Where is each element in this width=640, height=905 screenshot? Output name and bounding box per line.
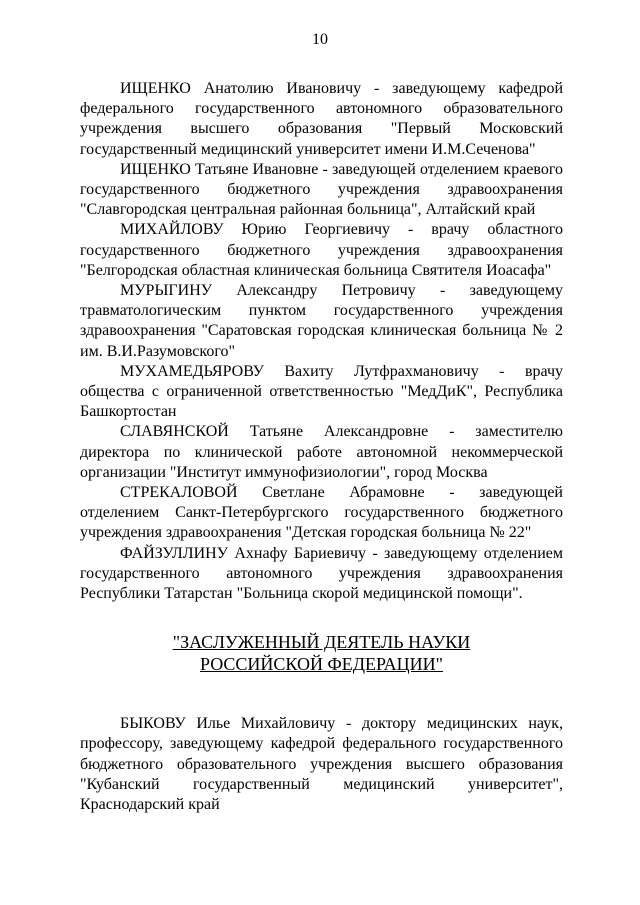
entry-text: Светлане Абрамовне - заведующей отделением Санкт-Петербургского государственного бюджетного учреждения здравоохранения "Детская городская больница № 22" — [80, 484, 563, 542]
entry-surname: МИХАЙЛОВУ — [120, 221, 224, 239]
award-entry — [80, 714, 563, 815]
document-body — [80, 79, 563, 815]
entry-text: Илье Михайловичу - доктору медицинских наук, профессору, заведующему кафедрой федерального государственного бюджетного образовательного учреждения высшего образования "Кубанский государственный медицинский университет", Краснодарский край — [80, 715, 563, 814]
entry-text: Вахиту Лутфрахмановичу - врачу общества с ограниченной ответственностью "МедДиК", Республика Башкортостан — [80, 362, 563, 421]
entry-surname: СЛАВЯНСКОЙ — [120, 423, 229, 441]
page-number: 10 — [312, 31, 328, 48]
entry-surname: БЫКОВУ — [120, 715, 186, 733]
award-list-2 — [80, 714, 563, 815]
entry-text: Ахнафу Бариевичу - заведующему отделением государственного автономного учреждения здравоохранения Республики Татарстан "Больница скорой медицинской помощи". — [80, 544, 563, 603]
section-heading — [80, 631, 563, 675]
award-entry — [80, 422, 563, 483]
entry-surname: МУРЫГИНУ — [120, 282, 213, 300]
entry-text: Юрию Георгиевичу - врачу областного государственного бюджетного учреждения здравоохранения "Белгородская областная клиническая больница Святителя Иоасафа" — [80, 221, 563, 279]
award-list-1 — [80, 79, 563, 604]
entry-text: Татьяне Александровне - заместителю директора по клинической работе автономной некоммерческой организации "Институт иммунофизиологии", город Москва — [80, 423, 563, 481]
entry-surname: СТРЕКАЛОВОЙ — [120, 484, 238, 502]
award-entry — [80, 160, 563, 221]
entry-text: Александру Петровичу - заведующему травматологическим пунктом государственного учреждения здравоохранения "Саратовская городская клиническая больница № 2 им. В.И.Разумовского" — [80, 282, 563, 360]
entry-surname: ИЩЕНКО — [120, 80, 191, 97]
entry-surname: МУХАМЕДЬЯРОВУ — [120, 362, 264, 380]
entry-text: Анатолию Ивановичу - заведующему кафедрой федерального государственного автономного образовательного учреждения высшего образования "Первый Московский государственный медицинский университет имени И.М.Сеченова" — [80, 80, 563, 158]
award-entry — [80, 281, 563, 362]
award-entry — [80, 220, 563, 281]
award-entry — [80, 483, 563, 544]
award-entry — [80, 79, 563, 160]
award-entry — [80, 362, 563, 423]
section-heading-line: "ЗАСЛУЖЕННЫЙ ДЕЯТЕЛЬ НАУКИ — [172, 632, 471, 653]
award-entry — [80, 544, 563, 605]
section-heading-line: РОССИЙСКОЙ ФЕДЕРАЦИИ" — [199, 654, 444, 675]
entry-text: Татьяне Ивановне - заведующей отделением краевого государственного бюджетного учреждения здравоохранения "Славгородская центральная районная больница", Алтайский край — [80, 160, 563, 219]
entry-surname: ИЩЕНКО — [120, 160, 191, 178]
entry-surname: ФАЙЗУЛЛИНУ — [120, 544, 229, 562]
